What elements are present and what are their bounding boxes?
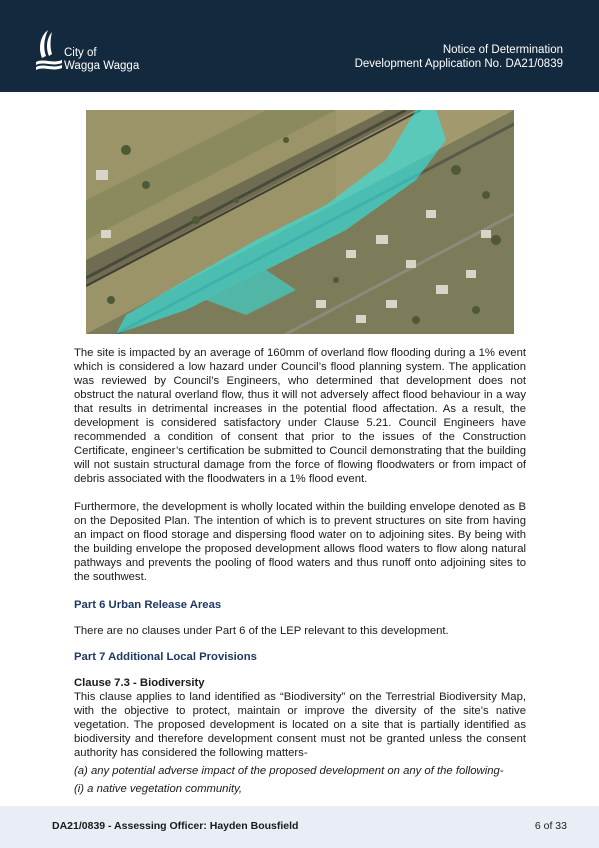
page-footer: [0, 806, 599, 848]
list-item-a: (a) any potential adverse impact of the proposed development on any of the following-: [74, 765, 504, 777]
document-title: Notice of Determination: [442, 44, 563, 56]
flood-map-aerial-image: [86, 110, 514, 334]
clause-7-3-heading: Clause 7.3 - Biodiversity: [74, 677, 205, 689]
paragraph-building-envelope: Furthermore, the development is wholly located within the building envelope denoted as B on the Deposited Plan. The intention of which is to prevent structures on site from having an impact on flood storage and dispersing flood water on to adjoining sites. By being with the building envelope the proposed development allows flood waters to flow along natural pathways and prevents the pooling of flood waters and thus runoff onto adjoining sites to the southwest.: [74, 501, 526, 583]
main-content: [74, 346, 526, 796]
paragraph-flood-impact: The site is impacted by an average of 160mm of overland flow flooding during a 1% event which is considered a low hazard under Council’s flood planning system. The application was reviewed by Council’s Engineers, who determined that development does not obstruct the natural overland flow, thus it will not adversely affect flood behaviour in a way that results in detrimental increases in the potential flood affectation. As a result, the development is considered satisfactory under Clause 5.21. Council Engineers have recommended a condition of consent that prior to the issues of the Construction Certificate, engineer’s certification be submitted to Council demonstrating that the building will not sustain structural damage from the force of flowing floodwaters or from impact of debris associated with the floodwaters in a 1% flood event.: [74, 347, 526, 485]
list-item-i: (i) a native vegetation community,: [74, 783, 243, 795]
page-number: 6 of 33: [534, 820, 567, 832]
org-line2: Wagga Wagga: [64, 60, 140, 72]
heading-part6: Part 6 Urban Release Areas: [74, 599, 222, 611]
paragraph-biodiversity: This clause applies to land identified as “Biodiversity” on the Terrestrial Biodiversity Map, with the objective to protect, maintain or improve the diversity of the site’s native vegetation. The proposed development is located on a site that is partially identified as biodiversity and therefore development consent must not be granted unless the consent authority has considered the following matters-: [74, 691, 526, 759]
org-line1: City of: [64, 47, 97, 59]
aerial-photo: [86, 110, 514, 334]
paragraph-part6: There are no clauses under Part 6 of the LEP relevant to this development.: [74, 625, 449, 637]
org-name: [64, 47, 139, 73]
footer-officer: DA21/0839 - Assessing Officer: Hayden Bousfield: [52, 820, 299, 832]
page-header: [0, 0, 599, 92]
heading-part7: Part 7 Additional Local Provisions: [74, 651, 257, 663]
document-title-block: [355, 43, 563, 71]
document-subtitle: Development Application No. DA21/0839: [354, 58, 563, 70]
